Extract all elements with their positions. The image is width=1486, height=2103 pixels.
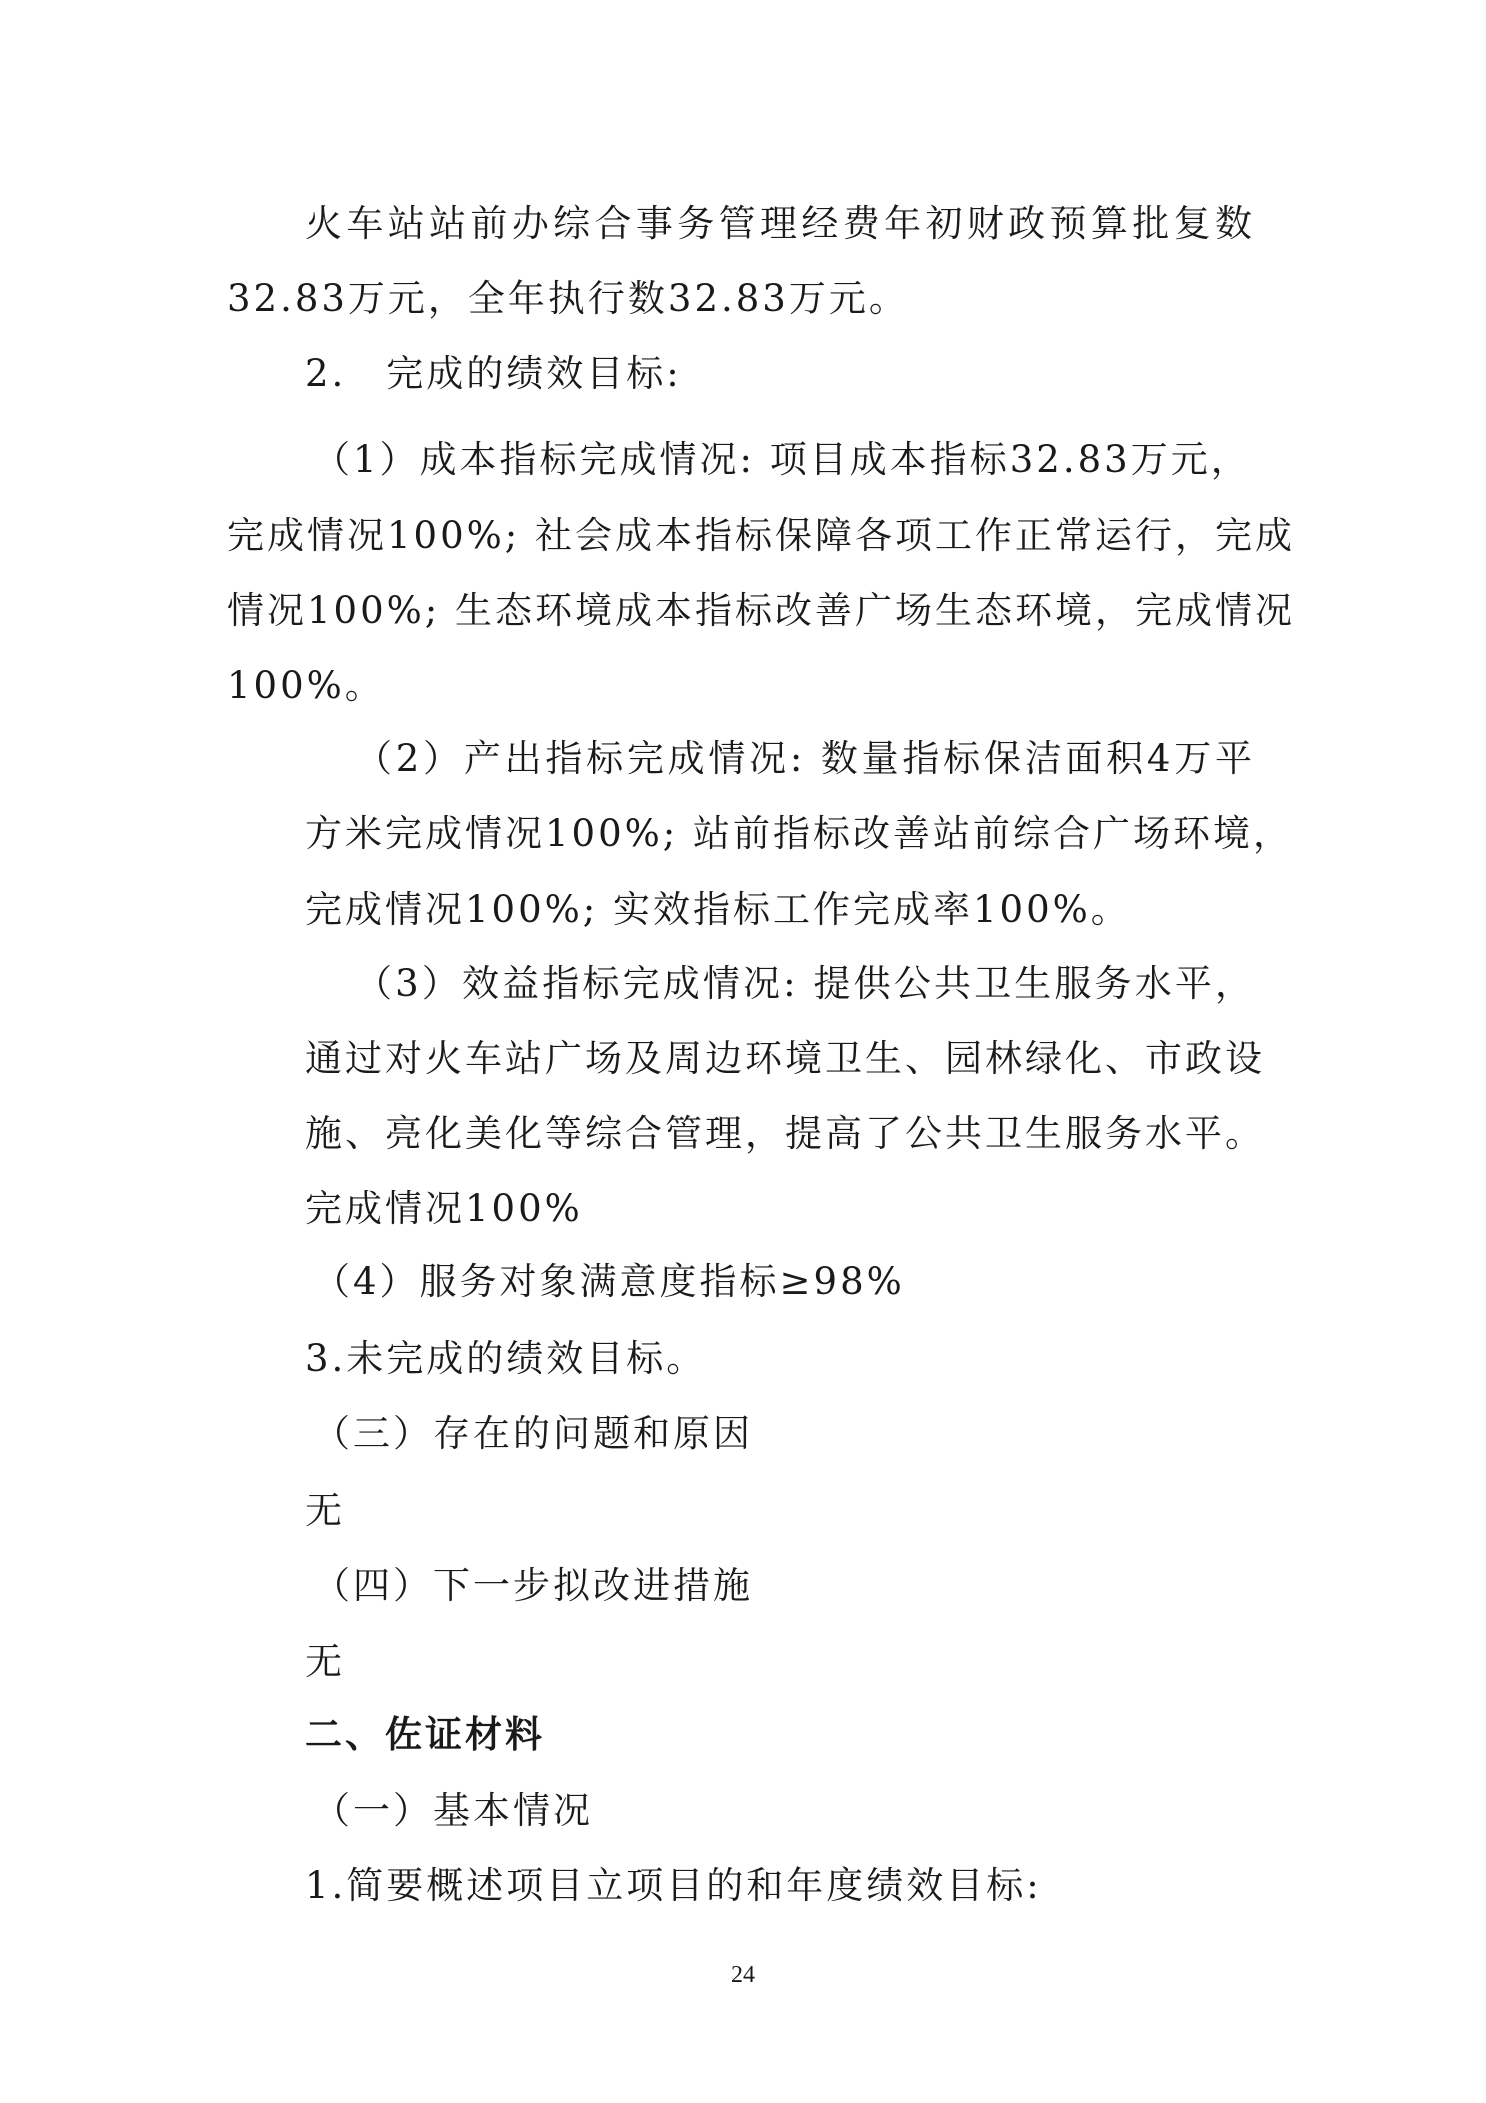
text-line: 完成情况100%; 社会成本指标保障各项工作正常运行，完成 bbox=[227, 514, 1296, 557]
section-item-heading: 3.未完成的绩效目标。 bbox=[305, 1337, 707, 1380]
text-line: 无 bbox=[305, 1489, 345, 1532]
text-line: （1）成本指标完成情况: 项目成本指标32.83万元， bbox=[313, 438, 1251, 481]
text-line: 100%。 bbox=[227, 664, 385, 707]
subsection-heading: （一）基本情况 bbox=[313, 1789, 593, 1832]
text-line: 火车站站前办综合事务管理经费年初财政预算批复数 bbox=[305, 202, 1255, 245]
text-line: 无 bbox=[305, 1640, 345, 1683]
section-item-heading: 1.简要概述项目立项目的和年度绩效目标: bbox=[305, 1864, 1042, 1907]
text-line: 完成情况100% bbox=[305, 1187, 583, 1230]
text-line: 32.83万元，全年执行数32.83万元。 bbox=[227, 277, 909, 320]
text-line: （4）服务对象满意度指标≥98% bbox=[313, 1260, 905, 1303]
text-line: 施、亮化美化等综合管理，提高了公共卫生服务水平。 bbox=[305, 1112, 1265, 1155]
text-line: （2）产出指标完成情况: 数量指标保洁面积4万平 bbox=[355, 737, 1255, 780]
page-number: 24 bbox=[731, 1962, 755, 1988]
text-line: 情况100%; 生态环境成本指标改善广场生态环境，完成情况 bbox=[227, 589, 1296, 632]
section-heading: 二、佐证材料 bbox=[305, 1713, 545, 1756]
subsection-heading: （四）下一步拟改进措施 bbox=[313, 1564, 753, 1607]
subsection-heading: （三）存在的问题和原因 bbox=[313, 1412, 753, 1455]
text-line: 通过对火车站广场及周边环境卫生、园林绿化、市政设 bbox=[305, 1037, 1265, 1080]
section-item-heading: 2. 完成的绩效目标: bbox=[305, 352, 682, 395]
text-line: 完成情况100%; 实效指标工作完成率100%。 bbox=[305, 888, 1131, 931]
text-line: （3）效益指标完成情况: 提供公共卫生服务水平， bbox=[355, 962, 1255, 1005]
text-line: 方米完成情况100%; 站前指标改善站前综合广场环境， bbox=[305, 812, 1294, 855]
